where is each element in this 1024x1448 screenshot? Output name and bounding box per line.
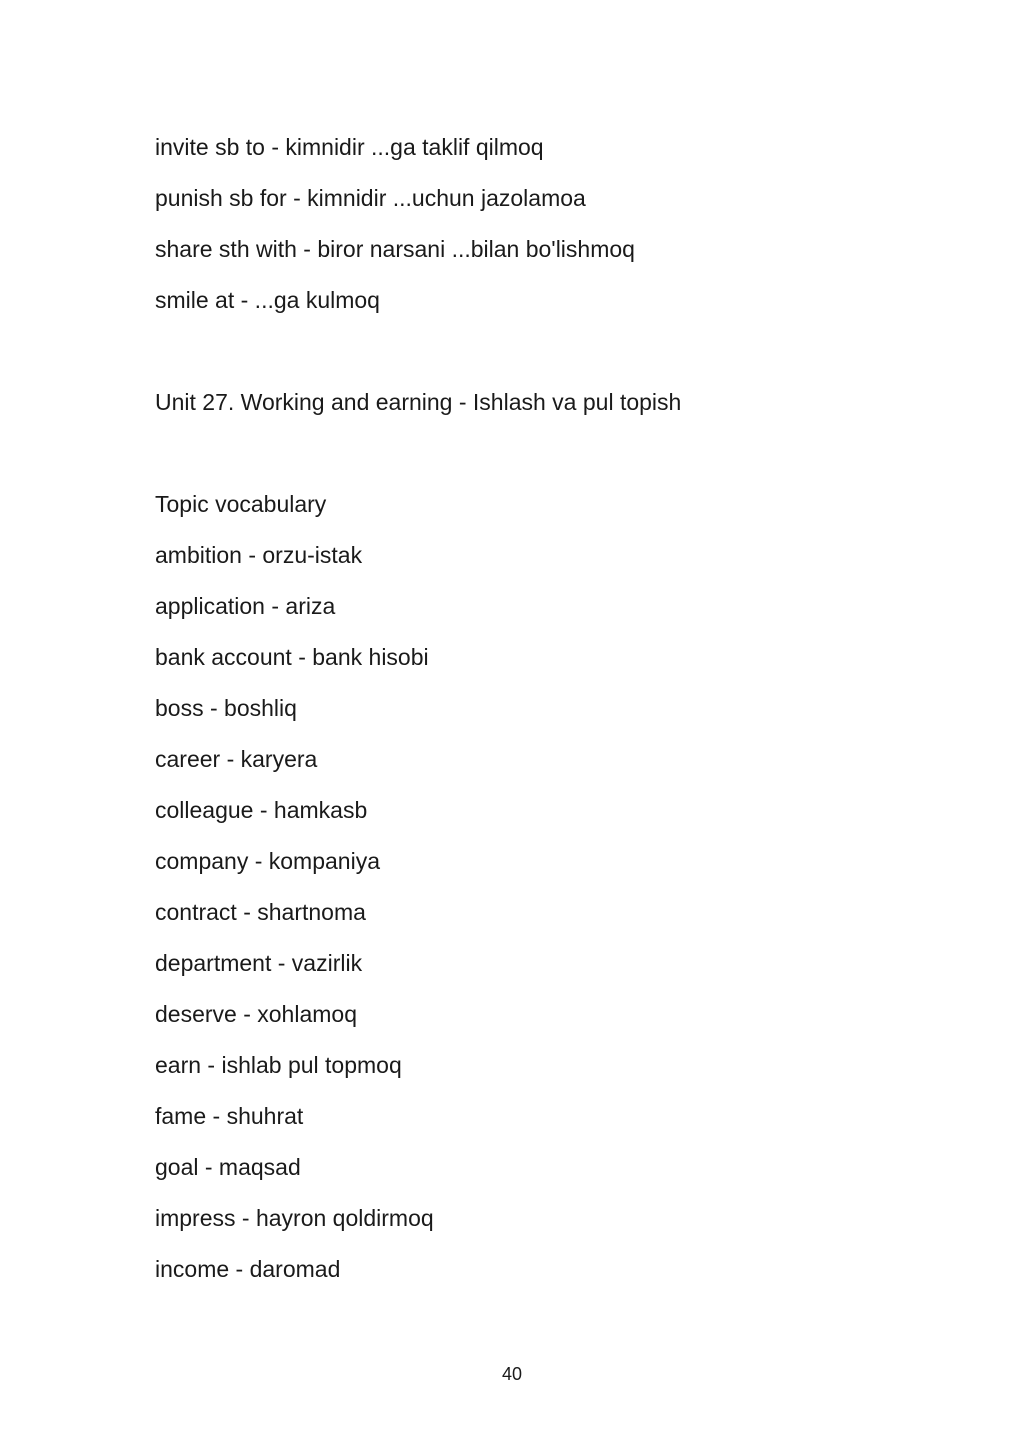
vocabulary-item: deserve - xohlamoq <box>155 1001 357 1027</box>
unit-heading: Unit 27. Working and earning - Ishlash va pul topish <box>155 389 682 415</box>
vocabulary-item: ambition - orzu-istak <box>155 542 363 568</box>
page-content <box>155 122 915 1295</box>
vocabulary-item: fame - shuhrat <box>155 1103 304 1129</box>
vocabulary-item: earn - ishlab pul topmoq <box>155 1052 402 1078</box>
vocabulary-item: income - daromad <box>155 1256 341 1282</box>
vocabulary-title: Topic vocabulary <box>155 491 327 517</box>
vocabulary-item: company - kompaniya <box>155 848 380 874</box>
vocabulary-item: bank account - bank hisobi <box>155 644 429 670</box>
vocabulary-item: career - karyera <box>155 746 318 772</box>
vocabulary-item: impress - hayron qoldirmoq <box>155 1205 434 1231</box>
vocabulary-item: department - vazirlik <box>155 950 363 976</box>
vocabulary-item: boss - boshliq <box>155 695 297 721</box>
vocabulary-item: colleague - hamkasb <box>155 797 368 823</box>
vocabulary-item: contract - shartnoma <box>155 899 366 925</box>
vocabulary-item: goal - maqsad <box>155 1154 301 1180</box>
vocabulary-item: application - ariza <box>155 593 336 619</box>
spacer <box>155 326 915 377</box>
page-number: 40 <box>501 1364 523 1384</box>
phrase-line: punish sb for - kimnidir ...uchun jazolamoa <box>155 185 586 211</box>
phrase-line: share sth with - biror narsani ...bilan bo'lishmoq <box>155 236 635 262</box>
phrase-line: smile at - ...ga kulmoq <box>155 287 380 313</box>
spacer <box>155 428 915 479</box>
phrase-line: invite sb to - kimnidir ...ga taklif qilmoq <box>155 134 544 160</box>
